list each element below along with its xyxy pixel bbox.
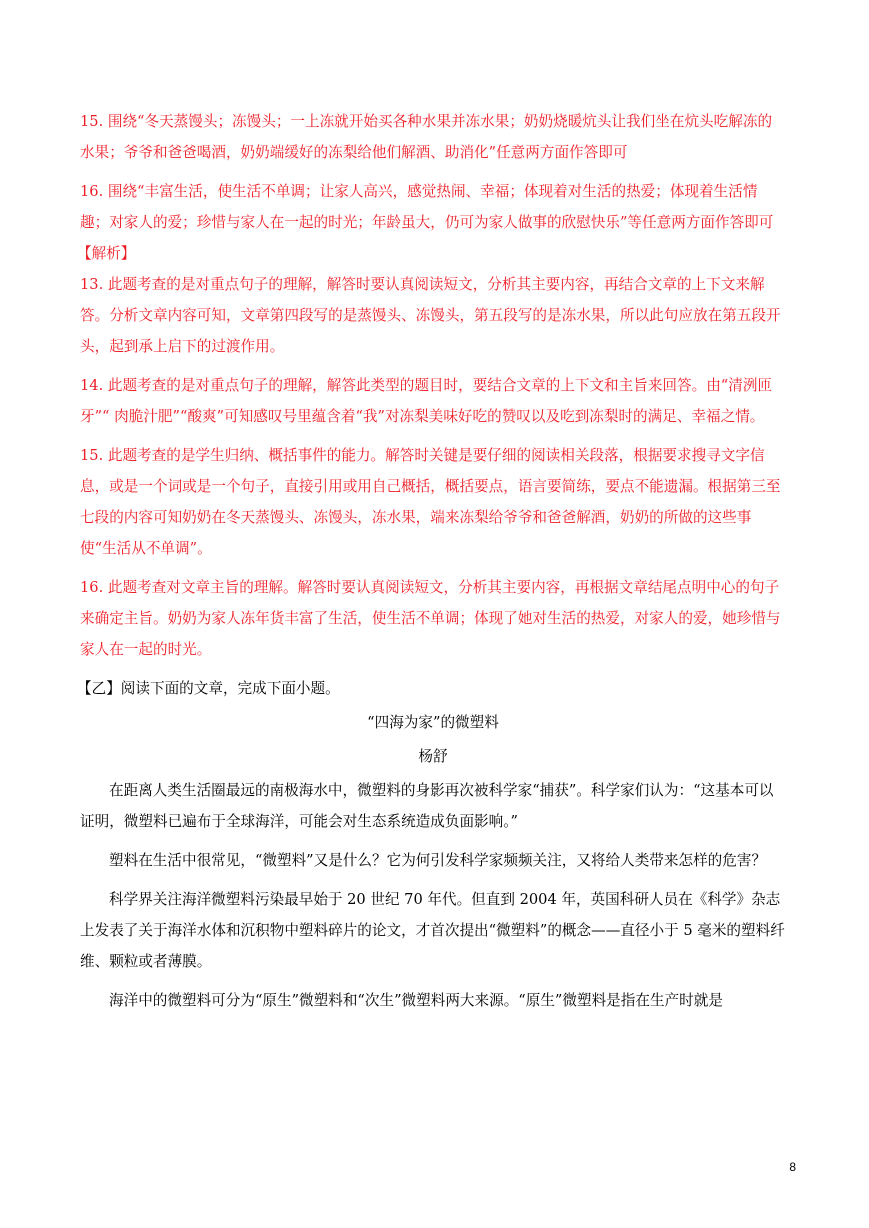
analysis-item-13: 13. 此题考查的是对重点句子的理解，解答时要认真阅读短文，分析其主要内容，再结合文章的上下文来解答。分析文章内容可知，文章第四段写的是蒸馒头、冻馒头，第五段写的是冻水果，所以此句应放在第五段开头，起到承上启下的过渡作用。 — [80, 276, 781, 355]
article-paragraph-1: 在距离人类生活圈最远的南极海水中，微塑料的身影再次被科学家“捕获”。科学家们认为：“这基本可以证明，微塑料已遍布于全球海洋，可能会对生态系统造成负面影响。” — [80, 782, 774, 830]
article-paragraph-2: 塑料在生活中很常见，“微塑料”又是什么？它为何引发科学家频频关注，又将给人类带来怎样的危害？ — [109, 852, 767, 869]
article-paragraph-4: 海洋中的微塑料可分为“原生”微塑料和“次生”微塑料两大来源。“原生”微塑料是指在生产时就是 — [109, 992, 723, 1009]
answer-16: 16. 围绕“丰富生活，使生活不单调；让家人高兴，感觉热闹、幸福；体现着对生活的热爱；体现着生活情趣；对家人的爱；珍惜与家人在一起的时光；年龄虽大，仍可为家人做事的欣慰快乐”等任意两方面作答即可 — [80, 183, 774, 231]
page-content — [77, 106, 786, 1016]
article-paragraph-3: 科学界关注海洋微塑料污染最早始于 20 世纪 70 年代。但直到 2004 年，英国科研人员在《科学》杂志上发表了关于海洋水体和沉积物中塑料碎片的论文，才首次提出“微塑料”的概念——直径小于 5 毫米的塑料纤维、颗粒或者薄膜。 — [80, 891, 785, 970]
article-title: “四海为家”的微塑料 — [367, 714, 499, 731]
answer-15: 15. 围绕“冬天蒸馒头；冻馒头；一上冻就开始买各种水果并冻水果；奶奶烧暖炕头让我们坐在炕头吃解冻的水果；爷爷和爸爸喝酒，奶奶端缓好的冻梨给他们解酒、助消化”任意两方面作答即可 — [80, 113, 773, 161]
analysis-item-16: 16. 此题考查对文章主旨的理解。解答时要认真阅读短文，分析其主要内容，再根据文章结尾点明中心的句子来确定主旨。奶奶为家人冻年货丰富了生活，使生活不单调；体现了她对生活的热爱，对家人的爱，她珍惜与家人在一起的时光。 — [80, 579, 781, 658]
page-number: 8 — [789, 1160, 796, 1174]
article-author: 杨舒 — [418, 748, 448, 765]
analysis-item-14: 14. 此题考查的是对重点句子的理解，解答此类型的题目时，要结合文章的上下文和主旨来回答。由“清洌匝牙”“ 肉脆汁肥”“酸爽”可知感叹号里蕴含着“我”对冻梨美味好吃的赞叹以及吃到冻梨时的满足、幸福之情。 — [80, 377, 773, 425]
analysis-heading: 【解析】 — [77, 245, 136, 262]
section-instruction: 【乙】阅读下面的文章，完成下面小题。 — [77, 680, 340, 697]
analysis-item-15: 15. 此题考查的是学生归纳、概括事件的能力。解答时关键是要仔细的阅读相关段落，根据要求搜寻文字信息，或是一个词或是一个句子，直接引用或用自己概括，概括要点，语言要简练，要点不能遗漏。根据第三至七段的内容可知奶奶在冬天蒸馒头、冻馒头，冻水果，端来冻梨给爷爷和爸爸解酒，奶奶的所做的这些事使“生活从不单调”。 — [80, 447, 781, 557]
